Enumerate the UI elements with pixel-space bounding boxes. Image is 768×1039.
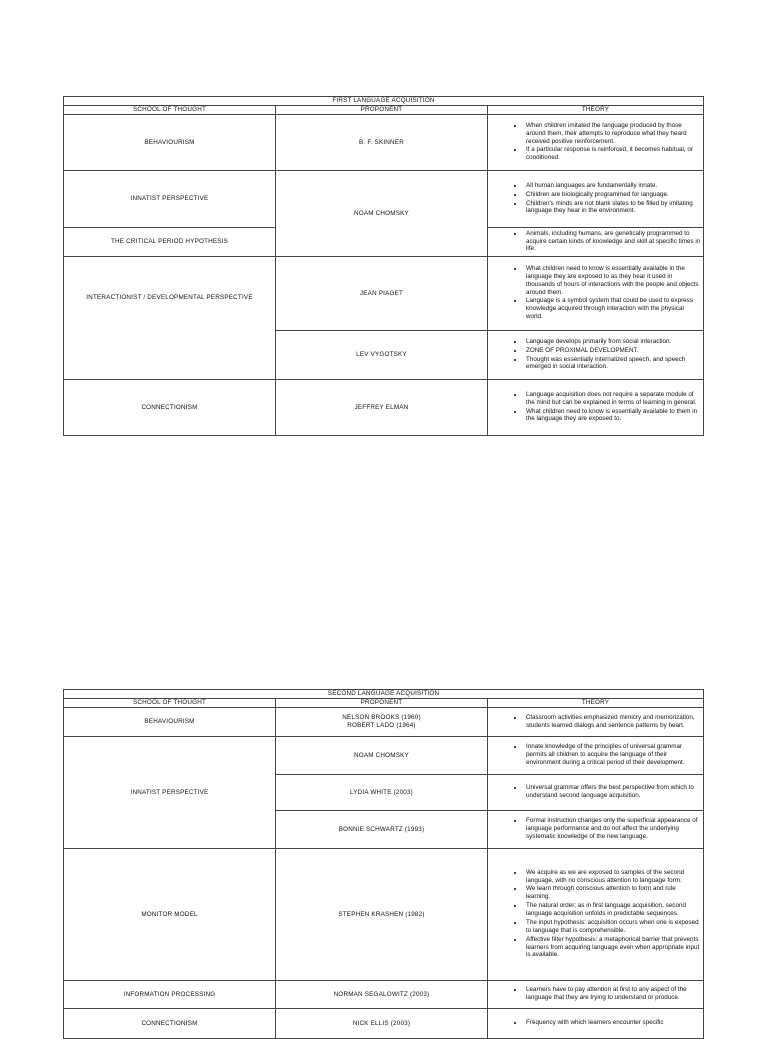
- proponent-chomsky: NOAM CHOMSKY: [276, 737, 488, 775]
- school-connectionism: CONNECTIONISM: [64, 1009, 276, 1039]
- header-theory: THEORY: [488, 699, 704, 708]
- school-interactionist: INTERACTIONIST / DEVELOPMENTAL PERSPECTIVE: [64, 257, 276, 380]
- header-school: SCHOOL OF THOUGHT: [64, 106, 276, 115]
- theory-bullet: • The input hypothesis: acquisition occurs when one is exposed to language that is comprehensible.: [524, 919, 701, 935]
- school-information-processing: INFORMATION PROCESSING: [64, 981, 276, 1009]
- theory-cell: [488, 331, 704, 380]
- proponent-piaget: JEAN PIAGET: [276, 257, 488, 331]
- theory-bullet: • We learn through conscious attention to form and rule learning.: [524, 885, 701, 901]
- table-row: [64, 737, 704, 775]
- table-row: [64, 115, 704, 171]
- theory-bullet: • What children need to know is essentially available to them in the language they are exposed to.: [524, 408, 701, 424]
- header-school: SCHOOL OF THOUGHT: [64, 699, 276, 708]
- school-behaviourism: BEHAVIOURISM: [64, 708, 276, 737]
- theory-bullet: • If a particular response is reinforced, it becomes habitual, or conditioned.: [524, 146, 701, 162]
- school-behaviourism: BEHAVIOURISM: [64, 115, 276, 171]
- proponent-chomsky: NOAM CHOMSKY: [276, 171, 488, 257]
- theory-cell: [488, 811, 704, 849]
- proponent-segalowitz: NORMAN SEGALOWITZ (2003): [276, 981, 488, 1009]
- theory-bullet: • Universal grammar offers the best perspective from which to understand second language acquisition.: [524, 784, 701, 800]
- theory-bullet: • All human languages are fundamentally innate.: [524, 182, 701, 190]
- theory-bullet: • When children imitated the language produced by those around them, their attempts to reproduce what they heard received positive reinforcement.: [524, 122, 701, 146]
- proponent-brooks: NELSON BROOKS (1960): [342, 714, 421, 722]
- proponent-schwartz: BONNIE SCHWARTZ (1993): [276, 811, 488, 849]
- theory-bullet: • The natural order; as in first language acquisition, second language acquisition unfolds in predictable sequences.: [524, 902, 701, 918]
- header-proponent: PROPONENT: [276, 699, 488, 708]
- school-connectionism: CONNECTIONISM: [64, 380, 276, 436]
- theory-bullet: • Innate knowledge of the principles of universal grammar permits all children to acquire the language of their environment during a critical period of their development.: [524, 743, 701, 767]
- theory-cell: [488, 115, 704, 171]
- theory-bullet: • Classroom activities emphasized mimicry and memorization, students learned dialogs and sentence patterns by heart.: [524, 714, 701, 730]
- theory-bullet: • Language is a symbol system that could be used to express knowledge acquired through interaction with the physical world.: [524, 297, 701, 321]
- proponent-vygotsky: LEV VYGOTSKY: [276, 331, 488, 380]
- theory-bullet: • Formal instruction changes only the superficial appearance of language performance and do not affect the underlying systematic knowledge of the new language.: [524, 817, 701, 841]
- proponent-elman: JEFFREY ELMAN: [276, 380, 488, 436]
- proponent-ellis: NICK ELLIS (2003): [276, 1009, 488, 1039]
- table-row: [64, 708, 704, 737]
- theory-bullet: • Learners have to pay attention at first to any aspect of the language that they are trying to understand or produce.: [524, 986, 701, 1002]
- theory-cell: [488, 228, 704, 257]
- proponent-lado: ROBERT LADO (1964): [347, 722, 416, 729]
- theory-bullet: • We acquire as we are exposed to samples of the second language, with no conscious attention to language form.: [524, 869, 701, 885]
- proponent-brooks-lado: [276, 708, 488, 737]
- table-title: FIRST LANGUAGE ACQUISITION: [64, 97, 704, 106]
- school-innatist: INNATIST PERSPECTIVE: [64, 737, 276, 849]
- proponent-white: LYDIA WHITE (2003): [276, 775, 488, 811]
- theory-bullet: • Frequency with which learners encounter specific: [524, 1019, 701, 1027]
- theory-cell: [488, 708, 704, 737]
- theory-cell: [488, 849, 704, 981]
- theory-cell: [488, 380, 704, 436]
- table-row: [64, 981, 704, 1009]
- theory-cell: [488, 737, 704, 775]
- theory-bullet: • Children's minds are not blank slates to be filled by imitating language they hear in the environment.: [524, 200, 701, 216]
- table-row: [64, 171, 704, 228]
- school-critical-period: THE CRITICAL PERIOD HYPOTHESIS: [64, 228, 276, 257]
- theory-bullet: • What children need to know is essentially available in the language they are exposed to as they hear it used in thousands of hours of interactions with the people and objects around them.: [524, 265, 701, 296]
- theory-cell: [488, 257, 704, 331]
- theory-bullet: • Affective filter hypothesis: a metaphorical barrier that prevents learners from acquiring language even when appropriate input is available.: [524, 936, 701, 960]
- school-monitor-model: MONITOR MODEL: [64, 849, 276, 981]
- theory-bullet: • ZONE OF PROXIMAL DEVELOPMENT.: [524, 347, 701, 355]
- header-proponent: PROPONENT: [276, 106, 488, 115]
- theory-bullet: • Children are biologically programmed for language.: [524, 191, 701, 199]
- proponent-krashen: STEPHEN KRASHEN (1982): [276, 849, 488, 981]
- first-language-acquisition-table: [63, 96, 704, 436]
- proponent-skinner: B. F. SKINNER: [276, 115, 488, 171]
- theory-cell: [488, 171, 704, 228]
- table-row: [64, 257, 704, 331]
- table-row: [64, 380, 704, 436]
- theory-bullet: • Language acquisition does not require a separate module of the mind but can be explained in terms of learning in general.: [524, 391, 701, 407]
- school-innatist: INNATIST PERSPECTIVE: [64, 171, 276, 228]
- theory-bullet: • Thought was essentially internalized speech, and speech emerged in social interaction.: [524, 356, 701, 372]
- second-language-acquisition-table: [63, 689, 704, 1039]
- header-theory: THEORY: [488, 106, 704, 115]
- theory-bullet: • Language develops primarily from social interaction.: [524, 338, 701, 346]
- theory-cell: [488, 775, 704, 811]
- table-title: SECOND LANGUAGE ACQUISITION: [64, 690, 704, 699]
- theory-cell: [488, 981, 704, 1009]
- theory-bullet: • Animals, including humans, are genetically programmed to acquire certain kinds of knowledge and skill at specific times in life.: [524, 230, 701, 254]
- table-row: [64, 849, 704, 981]
